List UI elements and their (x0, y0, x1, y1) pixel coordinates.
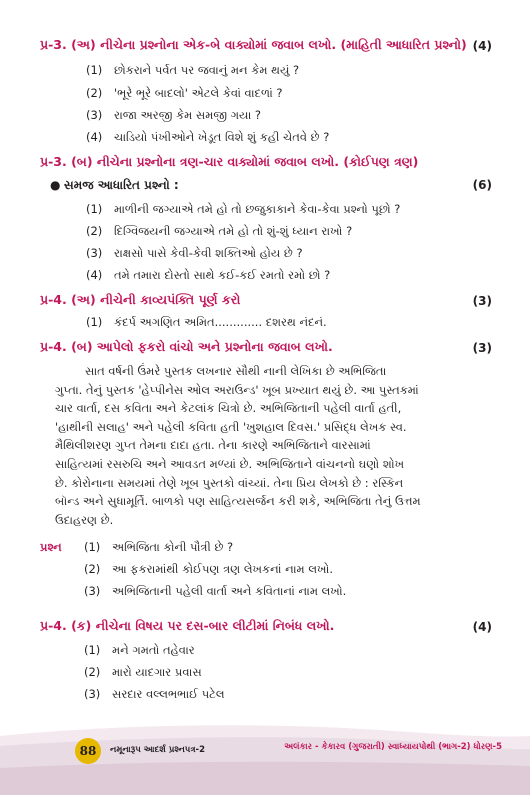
q3a-heading: પ્ર-3. (અ) નીચેના પ્રશ્નોના એક-બે વાક્યોમાં જવાબ લખો. (માહિતી આધારિત પ્રશ્નો) (40, 37, 467, 52)
q4k-item-3 (84, 687, 225, 701)
item-text: આ ફકરામાંથી કોઈપણ ત્રણ લેખકનાં નામ લખો. (112, 562, 333, 576)
q3b-item-2 (86, 224, 352, 238)
item-number: (1) (86, 63, 103, 77)
item-number: (3) (84, 584, 101, 598)
passage-line: બૉન્ડ અને સુધામૂર્તિ. બાળકો પણ સાહિત્યસર્જન કરી શકે, અભિજિતા તેનું ઉત્તમ (55, 494, 421, 509)
item-text: રાજા અરજી કેમ સમજી ગયા ? (114, 108, 262, 122)
item-number: (1) (84, 540, 101, 554)
passage-line: 'હાથીની સલાહ' અને પહેલી કવિતા હતી 'ખુશહાલ દિવસ.' પ્રસિદ્ધ લેખક સ્વ. (55, 419, 407, 434)
item-text: કંદર્પ અગણિત અમિત............. દશરથ નંદનં. (114, 315, 327, 329)
passage-line: ગુપ્તા. તેનું પુસ્તક 'હેપ્પીનેસ ઓલ અરાઉન્ડ' ખૂબ પ્રખ્યાત થયું છે. આ પુસ્તકમાં (55, 382, 419, 397)
q3b-item-1 (86, 202, 400, 216)
prashna-label: પ્રશ્ન (40, 540, 62, 554)
q3b-heading: પ્ર-3. (બ) નીચેના પ્રશ્નોના ત્રણ-ચાર વાક્યોમાં જવાબ લખો. (કોઈપણ ત્રણ) (40, 154, 419, 169)
item-text: અભિજિતાની પહેલી વાર્તા અને કવિતાનાં નામ લખો. (112, 584, 347, 598)
q3a-item-2 (86, 86, 283, 100)
item-text: તમે તમારા દોસ્તો સાથે કઈ-કઈ રમતો રમો છો ? (114, 268, 331, 282)
item-text: છોકરાને પર્વત પર જવાનું મન કેમ થયું ? (114, 63, 300, 77)
item-number: (4) (86, 130, 103, 144)
q4b-heading: પ્ર-4. (બ) આપેલો ફકરો વાંચો અને પ્રશ્નોના જવાબ લખો. (40, 339, 333, 354)
q4b-item-1 (84, 540, 233, 554)
item-text: મારો યાદગાર પ્રવાસ (112, 665, 202, 679)
bullet-icon: ● (50, 178, 61, 192)
item-text: રાક્ષસો પાસે કેવી-કેવી શક્તિઓ હોય છે ? (114, 246, 303, 260)
item-number: (4) (86, 268, 103, 282)
item-number: (3) (84, 687, 101, 701)
item-number: (1) (84, 643, 101, 657)
item-text: ચાડિયો પંખીઓને ખેડૂત વિશે શું કહી ચેતવે છે ? (114, 130, 330, 144)
q3a-marks: (4) (472, 39, 492, 53)
passage-line: છે. કોરોનાના સમયમાં તેણે ખૂબ પુસ્તકો વાંચ્યાં. તેના પ્રિય લેખકો છે : રસ્કિન (55, 475, 404, 490)
q4a-heading: પ્ર-4. (અ) નીચેની કાવ્યપંક્તિ પૂર્ણ કરો (40, 292, 241, 307)
q4k-marks: (4) (472, 620, 492, 634)
q4b-item-3 (84, 584, 346, 598)
reading-passage (55, 362, 485, 529)
q4k-item-1 (84, 643, 195, 657)
item-text: માળીની જગ્યાએ તમે હો તો છજુકાકાને કેવા-કેવા પ્રશ્નો પૂછો ? (114, 202, 401, 216)
item-text: અભિજિતા કોની પૌત્રી છે ? (112, 540, 234, 554)
item-number: (2) (86, 224, 103, 238)
q4b-marks: (3) (472, 341, 492, 355)
subheading-text: સમજ આધારિત પ્રશ્નો : (64, 178, 179, 192)
item-text: સરદાર વલ્લભભાઈ પટેલ (112, 687, 225, 701)
page-footer (0, 716, 530, 795)
item-number: (3) (86, 108, 103, 122)
item-text: 'ભૂરે ભૂરે બાદલો' એટલે કેવાં વાદળાં ? (114, 86, 283, 100)
passage-line: સાત વર્ષની ઉંમરે પુસ્તક લખનાર સૌથી નાની લેખિકા છે અભિજિતા (85, 364, 387, 378)
q3a-item-4 (86, 130, 329, 144)
passage-line: સાહિત્યમાં રસરુચિ અને આવડત મળ્યાં છે. અભિજિતાને વાંચનનો ઘણો શોખ (55, 456, 405, 471)
footer-left-text: નમૂનારૂપ આદર્શ પ્રશ્નપત્ર-2 (110, 745, 205, 755)
passage-line: ચાર વાર્તા, દસ કવિતા અને કેટલાંક ચિત્રો છે. અભિજિતાની પહેલી વાર્તા હતી, (55, 401, 402, 416)
item-number: (1) (86, 202, 103, 216)
q4a-marks: (3) (472, 294, 492, 308)
q3a-item-1 (86, 63, 299, 77)
q4a-item-1 (86, 315, 327, 329)
q3b-subheading (50, 178, 179, 193)
item-number: (1) (86, 315, 103, 329)
item-number: (2) (84, 562, 101, 576)
passage-line: મૈથિલીશરણ ગુપ્ત તેમના દાદા હતા. તેના કારણે અભિજિતાને વારસામાં (55, 438, 371, 453)
page-number-badge: 88 (75, 738, 101, 764)
item-number: (2) (84, 665, 101, 679)
item-number: (2) (86, 86, 103, 100)
q4b-item-2 (84, 562, 333, 576)
q4k-heading: પ્ર-4. (ક) નીચેના વિષય પર દસ-બાર લીટીમાં નિબંધ લખો. (40, 618, 335, 633)
q4k-item-2 (84, 665, 202, 679)
footer-right-text: અલંકાર - કેકારવ (ગુજરાતી) સ્વાધ્યાયપોથી (ભાગ-2) ધોરણ-5 (284, 742, 502, 752)
item-text: દિગ્વિજયની જગ્યાએ તમે હો તો શું-શું ધ્યાન રાખો ? (114, 224, 353, 238)
passage-line: ઉદાહરણ છે. (55, 512, 114, 527)
q3a-item-3 (86, 108, 261, 122)
item-text: મને ગમતો તહેવાર (112, 643, 195, 657)
q3b-item-3 (86, 246, 303, 260)
q3b-item-4 (86, 268, 330, 282)
item-number: (3) (86, 246, 103, 260)
q3b-marks: (6) (472, 178, 492, 192)
